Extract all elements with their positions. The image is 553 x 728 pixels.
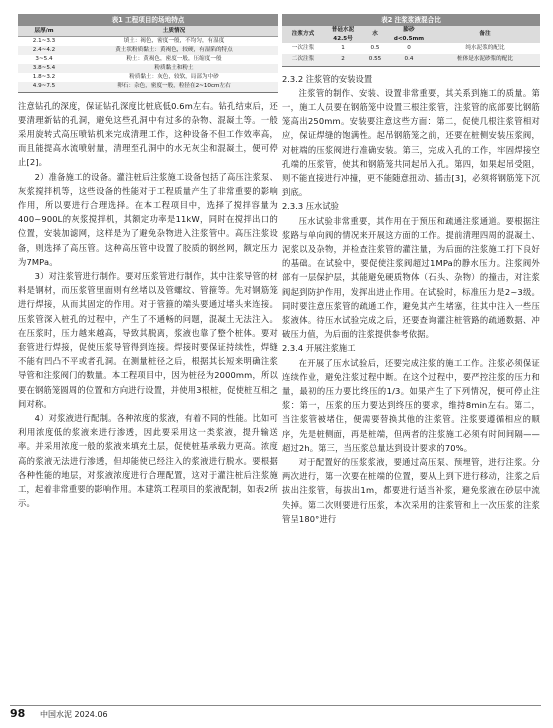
right-column — [282, 14, 540, 526]
table-cell: 1.8~3.2 — [32, 74, 56, 81]
table-row — [18, 55, 278, 64]
body-paragraph: 在开展了压水试验后，还要完成注浆的施工工作。注浆必须保证连续作业，避免注浆过程中断。在这个过程中，要严控注浆的压力和量，最初的压力要比终压的1/3。如果产生了下列情况，便可停止注浆：第一，压浆的压力要达到终压的要求，维持8min左右。第二，当注浆管被堵住，便需要替换其他的注浆管。注浆要遵循相应的顺序，先是桩侧面，再是桩端，但两者的注浆施工必须有时间间隔——超过2h。第三，当压浆总量达到设计要求的70%。 — [282, 357, 540, 453]
table-cell: 2.4~4.2 — [18, 46, 70, 55]
left-column — [18, 14, 278, 510]
table-cell: 粉质黏土和粉土 — [70, 64, 278, 73]
body-paragraph: 注浆管的制作、安装、设置非常重要，其关系到施工的质量。第一，施工人员要在钢筋笼中设置三根注浆管，注浆管的底部要比钢筋笼高出250mm。安装要注意这些方面：第二，促使几根注浆管相对应，保证焊缝的饱满性。起吊钢筋笼之前，还要在桩侧安装压浆阀，对桩端的压浆阀进行准确安装。第三，完成入孔的工作，牢固焊接空孔端的压浆管，使其和钢筋笼共同起吊入孔。第四，如果起吊受阻，则不能直接进行冲撞，更不能随意扭动、插击[3]，必须将钢筋笼下沉到底。 — [282, 87, 540, 198]
table2-header-cell: 备注 — [430, 26, 540, 43]
table-row — [18, 37, 278, 47]
body-paragraph: 4）对浆液进行配制。各种浓度的浆液，有着不同的性能。比如可利用浓度低的浆液来进行渗透，因此要采用这一类浆液，提升输送率。并采用浓度一般的浆液来填充土层，促使桩基承载力更高。浓度高的浆液无法进行渗透，但却能使已经注入的浆液进行脱水。要根据各种性能的地层，对浆液浓度进行合理配置，这对于灌注桩后注浆施工，起着非常重要的影响作用。本建筑工程项目的浆液配制，如表2所示。 — [18, 413, 278, 509]
table-cell: 4.9~7.5 — [18, 82, 70, 92]
table-row — [18, 46, 278, 55]
table2 — [282, 26, 540, 67]
table-cell: 0.55 — [362, 54, 388, 66]
table-cell: 3~5.4 — [35, 56, 53, 63]
table2-header-cell: 普硅水泥 42.5号 — [324, 26, 362, 43]
page-footer — [0, 705, 553, 728]
body-paragraph: 注意钻孔的深度，保证钻孔深度比桩底低0.6m左右。钻孔结束后，还要清理新钻的孔洞，避免这些孔洞中有过多的杂物、混凝土等。一般采用旋转式高压喷钻机来完成清理工作，这种设备不但工作效率高，而且能提高水流喷射量，清理至孔洞中的水无灰尘和混凝土，便可停止[2]。 — [18, 100, 278, 168]
table-cell: 0.5 — [362, 43, 388, 54]
table-row — [282, 43, 540, 54]
body-paragraph: 压水试验非常重要，其作用在于预压和疏通注浆通道。要根据注浆路与单向阀的情况来开展这方面的工作。提前清理四周的混凝土、泥浆以及杂物，并检查注浆管的灌注量，为后面的注浆施工打下良好的基础。在试验中，要促使注浆阀超过1MPa的静水压力。注浆阀外部有一层保护层，其能避免硬质物体（石头、杂物）的撞击，对注浆阀起到防护作用，发挥出进止作用。在试验时，标准压力是2~3级。同时要注意压浆管的疏通工作，避免其产生堵塞，往其中注入一些压浆液体。待压水试验完成之后，还要查询灌注桩管路的疏通数据、冲破压力值，为后面的注浆提供参考依据。 — [282, 215, 540, 340]
body-paragraph: 对于配置好的压浆浆液，要通过高压泵、预埋管，进行注浆。分两次进行，第一次要在桩端的位置，要从上到下进行移动，注浆之后拔出注浆管，每拔出1m，都要进行适当补浆，避免浆液在砂层中流失掉。第二次则要进行压浆，本次采用的注浆管和上一次压浆的注浆管呈180°进行 — [282, 457, 540, 524]
footer-divider — [10, 705, 541, 706]
table-cell: 粉土：黄褐色，密度一般，压缩度一般 — [126, 56, 222, 63]
page-number: 98 — [10, 707, 26, 720]
table-cell: 0 — [388, 43, 430, 54]
table2-header-row — [282, 26, 540, 43]
table-row — [18, 82, 278, 92]
table-cell: 1 — [324, 43, 362, 54]
section-heading: 2.3.2 注浆管的安装设置 — [282, 73, 373, 84]
table-cell: 0.4 — [388, 54, 430, 66]
table-row — [18, 73, 278, 82]
body-paragraph: 2）准备施工的设备。灌注桩后注浆施工设备包括了高压注浆泵、灰浆搅拌机等，这些设备的性能对于工程质量产生了非常重要的影响作用，所以要进行合理选择。在本工程项目中，选择了搅拌容量为400~900L的灰浆搅拌机，其额定功率是11kW，同时在搅拌出口的位置，安装加滤网，这样是为了避免杂物进入注浆管中。高压注浆设备，则选择了高压管。这种高压管中设置了胶质的钢丝网，额定压力为7MPa。 — [18, 171, 278, 267]
table-cell: 3.8~5.4 — [18, 64, 70, 73]
table-cell: 桩体是水泥砂浆的配比 — [430, 54, 540, 66]
table1-title: 表1 工程项目的场地特点 — [18, 14, 278, 26]
table2-title: 表2 注浆浆液混合比 — [282, 14, 540, 26]
table-cell: 卵石：杂色，密度一般，粒径在2~10cm左右 — [70, 82, 278, 92]
body-paragraph: 3）对注浆管进行制作。要对压浆管进行制作，其中注浆导管的材料是钢材，而压浆管里面则有丝堵以及管螺纹、管箍等。先对钢筋笼进行焊接，从而其固定的作用。对于管箍的端头要通过堵头来连接。压浆管深入桩孔的过程中，产生了不通畅的问题，混凝土无法注入。在压浆时，压力越来越高，导致其脱离，浆液也靠了整个桩体。要对套管进行焊接，促使压浆导管得到连接。焊接时要保证持续性，焊缝不能有凹凸不平或者孔洞。在测量桩径之后，根据其长短来明确注浆导管和注浆阀门的数量。本工程项目中，因为桩径为2000mm，所以要在钢筋笼圆周的位置和方向进行设置，并使用3根桩，促使桩互相之间对称。 — [18, 271, 278, 409]
table-cell: 填土：褐色，密度一般，不均匀，有湿度 — [123, 38, 225, 44]
journal-name: 中国水泥 2024.06 — [40, 710, 108, 719]
table-cell: 2.1~3.3 — [32, 38, 56, 44]
table1 — [18, 26, 278, 93]
table-cell: 纯水泥浆的配比 — [430, 43, 540, 54]
table2-header-cell: 注浆方式 — [282, 26, 324, 43]
section-heading: 2.3.4 开展注浆施工 — [282, 343, 356, 354]
table1-header-cell: 层厚/m — [18, 26, 70, 37]
table-cell: 黄土状粉质黏土：黄褐色，较硬，有湿陷的特点 — [70, 46, 278, 55]
table-row — [282, 54, 540, 66]
table-cell: 粉质黏土：灰色，较软，局部为中砂 — [129, 74, 219, 81]
table1-header-row — [18, 26, 278, 37]
table-row — [18, 64, 278, 73]
table2-header-cell: 水 — [362, 26, 388, 43]
table-cell: 2 — [324, 54, 362, 66]
table2-header-cell: 膨砂 d<0.5mm — [388, 26, 430, 43]
table-cell: 一次注浆 — [282, 43, 324, 54]
table-cell: 二次注浆 — [282, 54, 324, 66]
table1-header-cell: 土质情况 — [70, 26, 278, 37]
section-heading: 2.3.3 压水试验 — [282, 201, 339, 212]
